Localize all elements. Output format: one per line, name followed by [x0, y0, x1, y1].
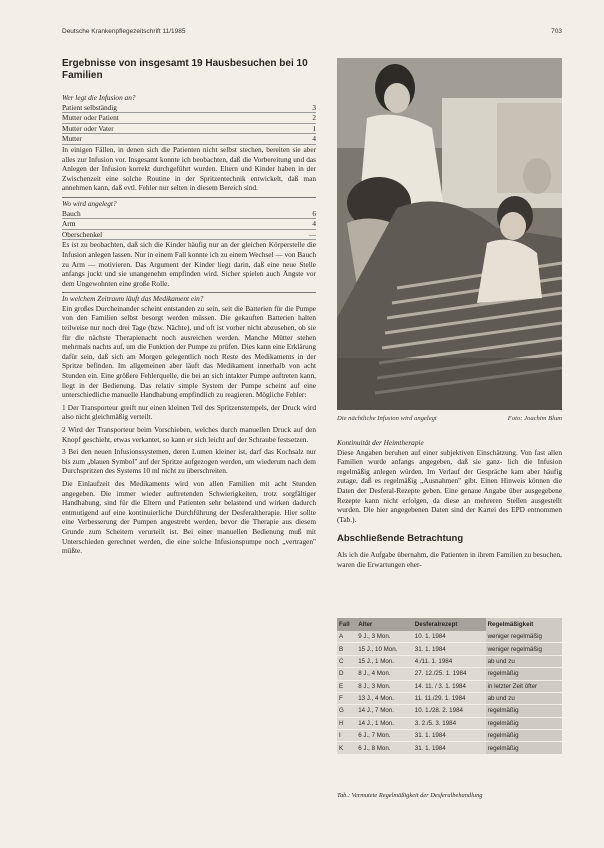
- table-row: [337, 655, 562, 667]
- table-cell: 27. 12./25. 1. 1984: [413, 668, 486, 680]
- table-cell: F: [337, 692, 356, 704]
- question-where: Wo wird angelegt?: [62, 197, 316, 209]
- running-header: Deutsche Krankenpflegezeitschrift 11/1985: [62, 28, 186, 35]
- table-cell: 10. 1. 1984: [413, 631, 486, 643]
- table-cell: A: [337, 631, 356, 643]
- photo-credit: Foto: Joachim Blum: [507, 415, 562, 422]
- table-row: [337, 705, 562, 717]
- fault-item: 2 Wird der Transporteur beim Vorschieben, welches durch manuellen Druck auf den Knopf geschieht, etwas verkantet, so kann er sich leicht auf der Schraube festsetzen.: [62, 425, 316, 444]
- photo-caption: [337, 415, 562, 422]
- table-cell: regelmäßig: [486, 717, 562, 729]
- table-cell: in letzter Zeit öfter: [486, 680, 562, 692]
- column-header: Regelmäßigkeit: [486, 618, 562, 631]
- fault-item: 3 Bei den neuen Infusionssystemen, deren Lumen kleiner ist, darf das Kochsalz nur bis zum „blauen Symbol" auf der Spritze aufgezogen werden, um wiederum nach dem Durchspritzen des Systems 10 ml nicht zu überschreiten.: [62, 447, 316, 476]
- table-cell: 8 J., 4 Mon.: [356, 668, 413, 680]
- table-caption: Tab.: Vermutete Regelmäßigkeit der Desferalbehandlung: [337, 792, 483, 799]
- table-cell: 31. 1. 1984: [413, 730, 486, 742]
- table-row: [337, 680, 562, 692]
- table-cell: E: [337, 680, 356, 692]
- paragraph: Die Einlaufzeit des Medikaments wird von allen Familien mit acht Stunden angegeben. Die immer wieder auftretenden Schwierigkeiten, trotz sorgfältiger Handhabung, sind für die Eltern und Patienten sehr belastend und wirken dadurch entmutigend auf eine kontinuierliche Durchführung der Desferaltherapie. Hier sollte eine Verbesserung der Pumpen angestrebt werden, bevor die Therapie aus diesem Grunde zum Scheitern verurteilt ist. Bei einer manuellen Bedienung muß mit Unterschieden gerechnet werden, die eine solche Infusionspumpe noch „vertragen" müßte.: [62, 478, 316, 556]
- section-heading: Abschließende Betrachtung: [337, 533, 464, 545]
- table-cell: B: [337, 643, 356, 655]
- list-item: Bauch 6: [62, 208, 316, 218]
- table-cell: regelmäßig: [486, 742, 562, 754]
- list-item: Mutter oder Patient 2: [62, 113, 316, 123]
- table-cell: 14. 11. / 3. 1. 1984: [413, 680, 486, 692]
- table-row: [337, 730, 562, 742]
- paragraph: Ein großes Durcheinander scheint entstanden zu sein, seit die Batterien für die Pumpe von den Familien selbst besorgt werden müssen. Die gekauften Batterien halten teilweise nur noch drei Tage (bzw. Nächte), und oft ist vorher nicht abzusehen, ob sie für die nächste Therapienacht noch ausreichen werden. Manche Mütter stehen mehrmals nachts auf, um die Funktion der Pumpe zu prüfen. Dies kann eine Erklärung dafür sein, daß sich am Morgen gelegentlich noch Reste des Medikaments in der Spritze befinden. Im allgemeinen aber läuft das Medikament innerhalb von acht Stunden ein. Eine größere Fehlerquelle, die bei an sich intakter Pumpe auftreten kann, liegt in der Bedienung. Das relativ simple System der Pumpe scheint auf eine unterschiedliche manuelle Handhabung empfindlich zu reagieren. Mögliche Fehler:: [62, 303, 316, 400]
- table-cell: 15 J., 1 Mon.: [356, 655, 413, 667]
- table-cell: 31. 1. 1984: [413, 742, 486, 754]
- table-row: [337, 643, 562, 655]
- table-cell: regelmäßig: [486, 705, 562, 717]
- table-row: [337, 742, 562, 754]
- section-title: Ergebnisse von insgesamt 19 Hausbesuchen bei 10 Familien: [62, 58, 308, 81]
- table-row: [337, 717, 562, 729]
- paragraph: Diese Angaben beruhen auf einer subjektiven Einschätzung. Von fast allen Familien wurde anfangs angegeben, daß sie ganz- lich die Infusion regelmäßig anlegen würden. Im Verlauf der Gespräche kam aber häufig zutage, daß es regelmäßig „Ausnahmen" gibt. Einen Hinweis können die Daten der Desferal-Rezepte geben. Eine genaue Angabe über ausgegebene Rezepte kann nicht erfolgen, da diese an mehreren Stellen ausgestellt wurden. Die hier angegebenen Daten sind der Kartei des EPD entnommen (Tab.).: [337, 447, 562, 524]
- table-cell: 11. 11./29. 1. 1984: [413, 692, 486, 704]
- table-cell: 31. 1. 1984: [413, 643, 486, 655]
- table-cell: 3. 2./5. 3. 1984: [413, 717, 486, 729]
- photo-infusion: [337, 58, 562, 410]
- table-cell: 9 J., 3 Mon.: [356, 631, 413, 643]
- column-header: Alter: [356, 618, 413, 631]
- question-duration: In welchem Zeitraum läuft das Medikament ein?: [62, 292, 316, 304]
- table-cell: 4./11. 1. 1984: [413, 655, 486, 667]
- who-list: [62, 103, 316, 145]
- table-row: [337, 631, 562, 643]
- table-cell: ab und zu: [486, 655, 562, 667]
- caption-text: Die nächtliche Infusion wird angelegt: [337, 415, 437, 422]
- where-list: [62, 209, 316, 241]
- regularity-table: [337, 618, 562, 755]
- page-number: 703: [551, 28, 562, 35]
- table-row: [337, 692, 562, 704]
- table-cell: I: [337, 730, 356, 742]
- left-column: [62, 58, 316, 559]
- list-item: Arm 4: [62, 219, 316, 229]
- table-cell: 13 J., 4 Mon.: [356, 692, 413, 704]
- table-cell: 6 J., 7 Mon.: [356, 730, 413, 742]
- right-column: [337, 438, 562, 572]
- table-cell: 6 J., 8 Mon.: [356, 742, 413, 754]
- fault-item: 1 Der Transporteur greift nur einen kleinen Teil des Spritzenstempels, der Druck wird also nicht gleichmäßig verteilt.: [62, 402, 316, 422]
- paragraph: Es ist zu beobachten, daß sich die Kinder häufig nur an der gleichen Körperstelle die Infusion anlegen lassen. Nur in einem Fall konnte ich zu einem Wechsel — von Bauch zu Arm — motivieren. Das Argument der Kinder liegt darin, daß eine neue Stelle anfangs juckt und sie unangenehm empfinden wird. Sicher spielen auch Ängste vor dem Ungewohnten eine große Rolle.: [62, 240, 316, 288]
- table-cell: weniger regelmäßig: [486, 643, 562, 655]
- question-who: Wer legt die Infusion an?: [62, 93, 136, 102]
- table-cell: C: [337, 655, 356, 667]
- column-header: Fall: [337, 618, 356, 631]
- table-cell: ab und zu: [486, 692, 562, 704]
- table-cell: regelmäßig: [486, 730, 562, 742]
- question-continuity: Kontinuität der Heimtherapie: [337, 438, 424, 447]
- table-cell: G: [337, 705, 356, 717]
- table-cell: regelmäßig: [486, 668, 562, 680]
- column-header: Desferalrezept: [413, 618, 486, 631]
- table-cell: H: [337, 717, 356, 729]
- table-cell: D: [337, 668, 356, 680]
- table-row: [337, 668, 562, 680]
- paragraph: Als ich die Aufgabe übernahm, die Patienten in ihrem Familien zu besuchen, waren die Erwartungen eher-: [337, 549, 562, 569]
- table-header-row: [337, 618, 562, 631]
- paragraph: In einigen Fällen, in denen sich die Patienten nicht selbst stechen, bereiten sie aber alles zur Infusion vor. Insgesamt konnte ich beobachten, daß die Vorbereitung und das Anlegen der Infusion korrekt durchgeführt wurden. Eltern und Kinder haben in der Zwischenzeit eine solche Routine in der Spritzentechnik entwickelt, daß man annehmen kann, daß evtl. Fehler nur selten in diesem Bereich sind.: [62, 144, 316, 193]
- table-cell: 10. 1./28. 2. 1984: [413, 705, 486, 717]
- table-cell: 8 J., 3 Mon.: [356, 680, 413, 692]
- table-cell: K: [337, 742, 356, 754]
- photo-illustration: [337, 58, 562, 410]
- table-cell: weniger regelmäßig: [486, 631, 562, 643]
- list-item: Mutter 4: [62, 134, 316, 144]
- list-item: Oberschenkel —: [62, 229, 316, 239]
- table-cell: 14 J., 7 Mon.: [356, 705, 413, 717]
- list-item: Mutter oder Vater 1: [62, 123, 316, 133]
- list-item: Patient selbständig 3: [62, 102, 316, 112]
- table-cell: 14 J., 1 Mon.: [356, 717, 413, 729]
- table-cell: 15 J., 10 Mon.: [356, 643, 413, 655]
